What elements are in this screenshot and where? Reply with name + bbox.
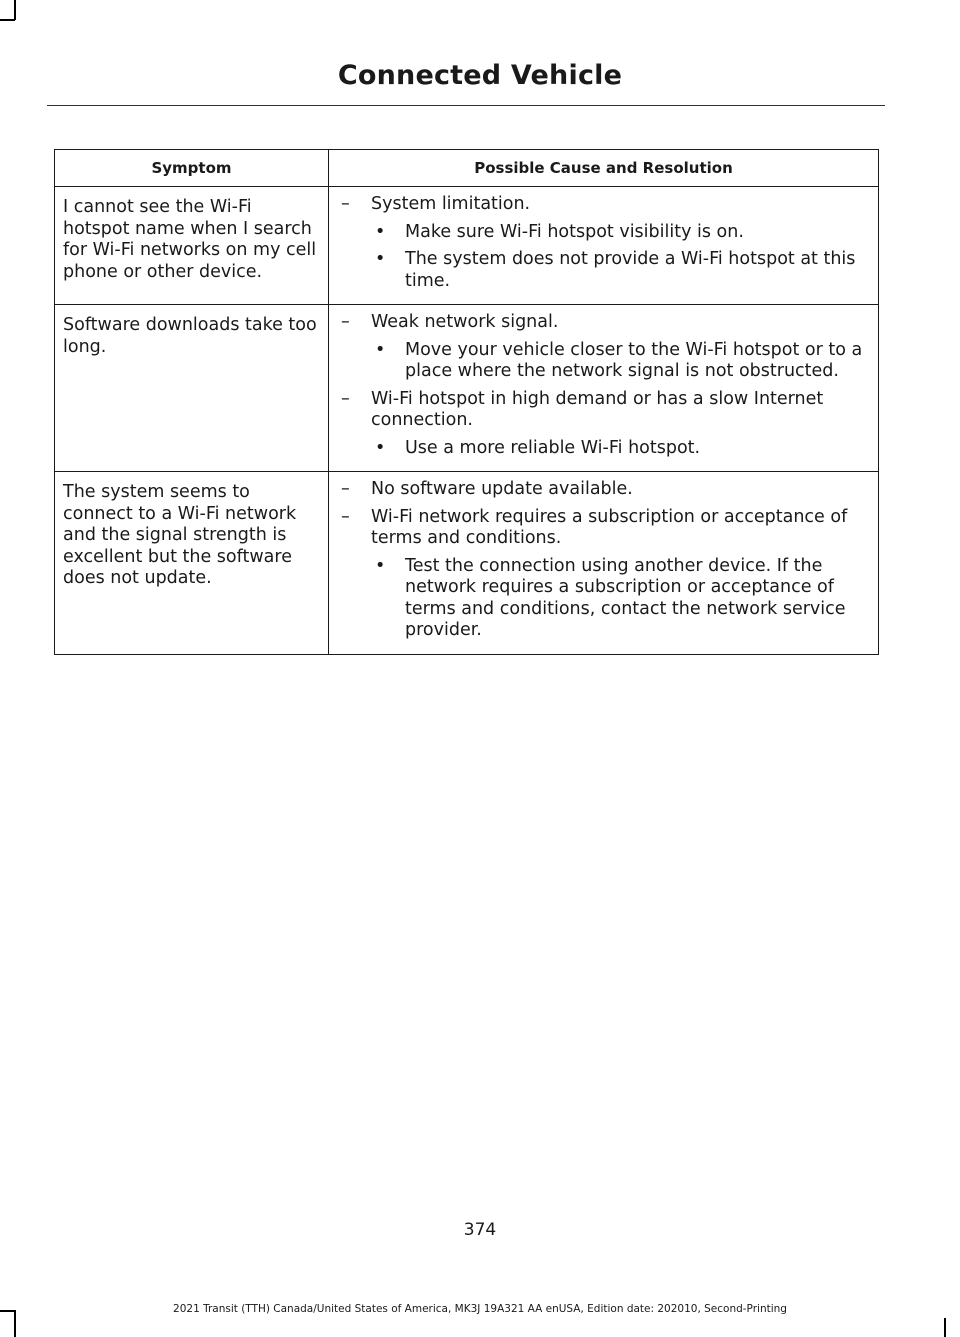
page-title: Connected Vehicle xyxy=(337,60,623,91)
table-header-row xyxy=(55,150,879,187)
dash-marker: – xyxy=(341,506,350,527)
action-text: The system does not provide a Wi-Fi hotspot at this time. xyxy=(405,249,856,291)
resolution-cell xyxy=(329,187,879,305)
bullet-marker: • xyxy=(375,249,386,269)
action-item xyxy=(341,340,872,383)
table-row xyxy=(55,305,879,472)
crop-mark xyxy=(944,1318,946,1337)
resolution-cell xyxy=(329,472,879,655)
action-text: Make sure Wi-Fi hotspot visibility is on. xyxy=(405,221,744,242)
action-text: Use a more reliable Wi-Fi hotspot. xyxy=(405,437,701,458)
cause-text: Weak network signal. xyxy=(371,312,559,332)
action-text: Move your vehicle closer to the Wi-Fi hotspot or to a place where the network signal is not obstructed. xyxy=(405,339,863,381)
table-row xyxy=(55,472,879,655)
column-header-resolution: Possible Cause and Resolution xyxy=(329,150,879,187)
symptom-cell: I cannot see the Wi-Fi hotspot name when I search for Wi-Fi networks on my cell phone or other device. xyxy=(55,187,329,305)
dash-marker: – xyxy=(341,194,350,214)
cause-text: Wi-Fi hotspot in high demand or has a slow Internet connection. xyxy=(371,388,824,430)
column-header-symptom: Symptom xyxy=(55,150,329,187)
action-item xyxy=(341,249,872,292)
table-row xyxy=(55,187,879,305)
cause-item xyxy=(341,312,872,334)
cause-item xyxy=(341,194,872,216)
action-text: Test the connection using another device. If the network requires a subscription or acceptance of terms and conditions, contact the network service provider. xyxy=(405,555,846,640)
dash-marker: – xyxy=(341,479,350,499)
bullet-marker: • xyxy=(375,555,386,576)
cause-item xyxy=(341,479,872,501)
header-rule xyxy=(47,105,885,106)
cause-item xyxy=(341,389,872,432)
bullet-marker: • xyxy=(375,221,386,242)
bullet-marker: • xyxy=(375,437,386,458)
symptom-cell: Software downloads take too long. xyxy=(55,305,329,472)
footer-edition-info: 2021 Transit (TTH) Canada/United States of America, MK3J 19A321 AA enUSA, Edition date: 202010, Second-Printing xyxy=(173,1303,787,1315)
action-item xyxy=(341,438,872,460)
action-item xyxy=(341,556,872,642)
action-item xyxy=(341,222,872,244)
cause-text: Wi-Fi network requires a subscription or acceptance of terms and conditions. xyxy=(371,506,848,548)
cause-text: System limitation. xyxy=(371,194,531,214)
dash-marker: – xyxy=(341,388,350,409)
crop-mark xyxy=(14,0,16,20)
dash-marker: – xyxy=(341,312,350,332)
resolution-cell xyxy=(329,305,879,472)
troubleshooting-table xyxy=(54,149,879,655)
cause-item xyxy=(341,507,872,550)
symptom-cell: The system seems to connect to a Wi-Fi network and the signal strength is excellent but the software does not update. xyxy=(55,472,329,655)
crop-mark xyxy=(0,19,15,21)
bullet-marker: • xyxy=(375,339,386,360)
page-number: 374 xyxy=(463,1220,497,1240)
cause-text: No software update available. xyxy=(371,479,633,499)
